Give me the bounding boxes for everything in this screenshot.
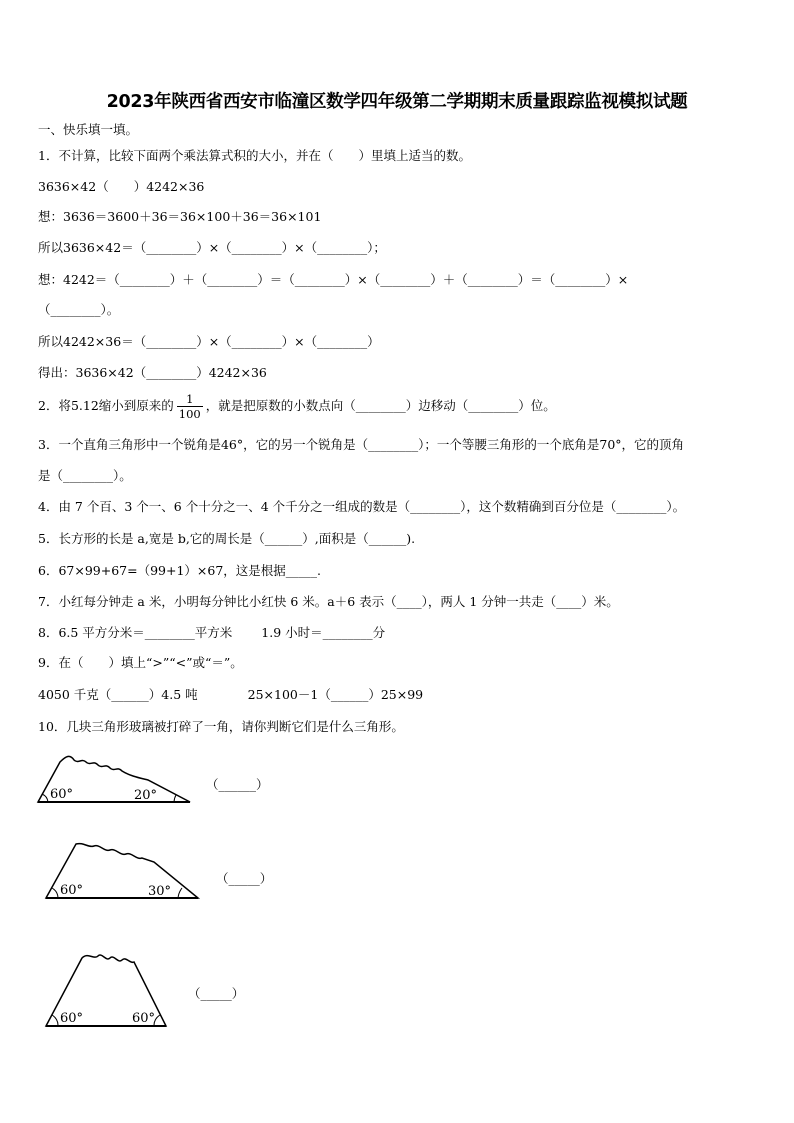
question-1-line-2: 想：3636＝3600＋36＝36×100＋36＝36×101 [38, 209, 322, 224]
triangle-1-left-angle: 60° [50, 787, 74, 802]
broken-triangle-1 [30, 752, 200, 808]
question-2-before: 2．将5.12缩小到原来的 [38, 398, 174, 413]
question-1-line-1: 3636×42（ ）4242×36 [38, 179, 205, 194]
question-1-line-6: 所以4242×36＝（________）×（________）×（________） [38, 334, 380, 349]
triangle-2-answer-blank: （_____） [216, 871, 273, 886]
triangle-2-left-angle: 60° [60, 883, 84, 898]
question-6: 6．67×99+67=（99+1）×67，这是根据_____. [38, 563, 322, 578]
question-1-line-3: 所以3636×42＝（________）×（________）×（________）； [38, 240, 386, 255]
broken-triangle-3 [38, 950, 178, 1032]
page-title: 2023年陕西省西安市临潼区数学四年级第二学期期末质量跟踪监视模拟试题 [106, 92, 688, 112]
question-5: 5．长方形的长是 a,宽是 b,它的周长是（______）,面积是（______). [38, 531, 416, 546]
fraction [177, 392, 203, 421]
triangle-1-right-angle: 20° [134, 788, 158, 803]
question-3-line-2: 是（________）。 [38, 468, 132, 483]
question-4: 4．由 7 个百、3 个一、6 个十分之一、4 个千分之一组成的数是（________），这个数精确到百分位是（________）。 [38, 499, 686, 514]
question-1-line-7: 得出：3636×42（________）4242×36 [38, 365, 267, 380]
question-8: 8．6.5 平方分米＝________平方米 1.9 小时＝________分 [38, 625, 386, 640]
question-1-stem: 1．不计算，比较下面两个乘法算式积的大小，并在（ ）里填上适当的数。 [38, 148, 471, 163]
fraction-denominator: 100 [178, 407, 201, 421]
question-9-line-1: 4050 千克（______）4.5 吨 25×100－1（______）25×99 [38, 687, 424, 702]
question-3-line-1: 3．一个直角三角形中一个锐角是46°，它的另一个锐角是（________）；一个等腰三角形的一个底角是70°，它的顶角 [38, 437, 685, 452]
section-heading: 一、快乐填一填。 [38, 122, 139, 137]
triangle-2-right-angle: 30° [148, 884, 172, 899]
triangle-1-answer-blank: （______） [206, 777, 269, 792]
question-1-line-5: （________）。 [38, 302, 120, 317]
triangle-3-answer-blank: （_____） [188, 986, 245, 1001]
question-2 [38, 392, 556, 421]
question-1-line-4: 想：4242＝（________）＋（________）＝（________）×（________）＋（________）＝（________）× [38, 272, 629, 287]
question-10-stem: 10．几块三角形玻璃被打碎了一角，请你判断它们是什么三角形。 [38, 719, 404, 734]
broken-triangle-2 [38, 838, 208, 904]
triangle-3-right-angle: 60° [132, 1011, 156, 1026]
question-2-after: ，就是把原数的小数点向（________）边移动（________）位。 [205, 398, 556, 413]
question-7: 7．小红每分钟走 a 米，小明每分钟比小红快 6 米。a＋6 表示（____），两人 1 分钟一共走（____）米。 [38, 594, 619, 609]
fraction-numerator: 1 [177, 392, 203, 407]
triangle-3-left-angle: 60° [60, 1011, 84, 1026]
question-9-stem: 9．在（ ）填上“>”“<”或“＝”。 [38, 655, 243, 670]
